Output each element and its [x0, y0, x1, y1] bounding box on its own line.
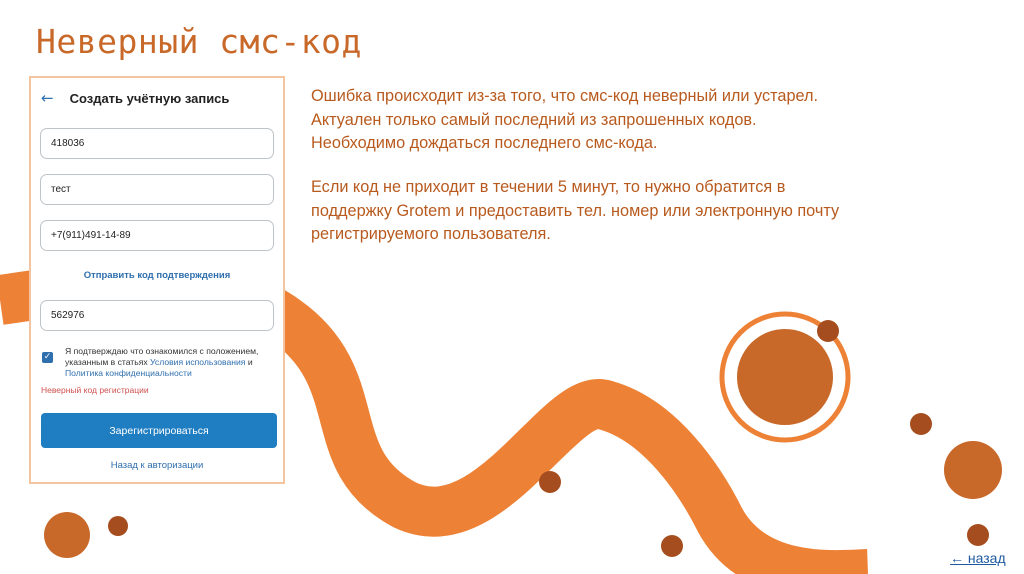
code-field[interactable]: 418036 — [40, 128, 274, 159]
description-line: Если код не приходит в течении 5 минут, то нужно обратится в — [311, 178, 786, 196]
dot-small-3 — [967, 524, 989, 546]
center-circle — [737, 329, 833, 425]
terms-link[interactable]: Условия использования — [150, 357, 246, 367]
sms-code-field[interactable]: 562976 — [40, 300, 274, 331]
dot-small-6 — [108, 516, 128, 536]
description-line: Ошибка происходит из-за того, что смс-код неверный или устарел. — [311, 87, 819, 105]
description-paragraph-1 — [311, 85, 971, 156]
consent-text-before: Я подтверждаю что ознакомился с положением, указанным в статьях — [65, 346, 259, 367]
description-line: регистрируемого пользователя. — [311, 225, 551, 243]
consent-checkbox[interactable]: ✓ — [43, 352, 52, 362]
description-paragraph-2 — [311, 176, 971, 247]
name-field[interactable]: тест — [40, 174, 274, 205]
description-line: Необходимо дождаться последнего смс-кода. — [311, 134, 658, 152]
back-arrow-icon[interactable]: ← — [41, 89, 54, 107]
app-screenshot — [29, 76, 285, 484]
dot-small-1 — [817, 320, 839, 342]
dot-small-2 — [910, 413, 932, 435]
app-header — [41, 90, 229, 106]
dot-small-5 — [661, 535, 683, 557]
consent-text-middle: и — [245, 357, 253, 367]
dot-medium-left — [44, 512, 90, 558]
description-line: поддержку Grotem и предоставить тел. номер или электронную почту — [311, 201, 840, 220]
dot-small-4 — [539, 471, 561, 493]
consent-row — [42, 346, 278, 379]
error-message: Неверный код регистрации — [41, 385, 149, 395]
consent-text — [65, 346, 278, 379]
phone-field[interactable]: +7(911)491-14-89 — [40, 220, 274, 251]
privacy-link[interactable]: Политика конфиденциальности — [65, 368, 192, 378]
back-link[interactable]: ← назад — [950, 550, 1006, 566]
register-button[interactable]: Зарегистрироваться — [41, 413, 277, 448]
send-code-link[interactable]: Отправить код подтверждения — [83, 270, 231, 281]
back-to-login-link[interactable]: Назад к авторизации — [110, 460, 204, 471]
app-header-title: Создать учётную запись — [69, 90, 230, 106]
dot-medium-right — [944, 441, 1002, 499]
description-line: Актуален только самый последний из запрошенных кодов. — [311, 110, 757, 129]
slide-title: Неверный смс-код — [36, 22, 362, 61]
